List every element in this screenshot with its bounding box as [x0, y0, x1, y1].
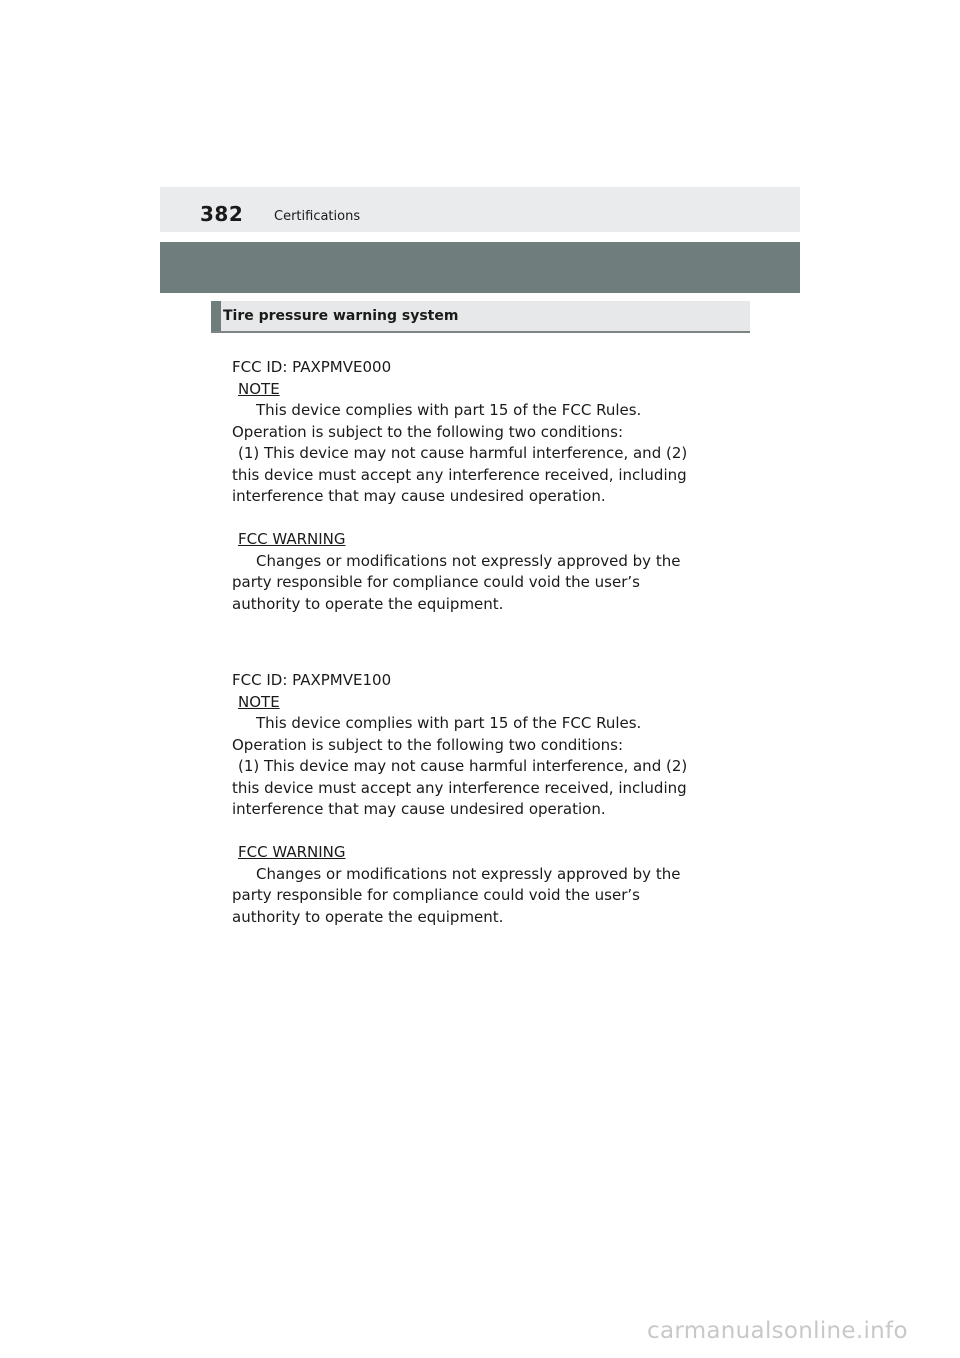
- warning-label: FCC WARNING: [238, 530, 346, 548]
- warning-label: FCC WARNING: [238, 843, 346, 861]
- note-label: NOTE: [238, 379, 280, 398]
- subsection-heading: [211, 301, 750, 333]
- warning-line: authority to operate the equipment.: [232, 907, 504, 926]
- note-line: interference that may cause undesired operation.: [232, 800, 606, 818]
- subsection-title: Tire pressure warning system: [223, 308, 459, 324]
- fcc-id: FCC ID: PAXPMVE000: [232, 358, 392, 376]
- note-line: (1) This device may not cause harmful interference, and (2): [238, 444, 688, 462]
- note-line: (1) This device may not cause harmful interference, and (2): [238, 757, 688, 775]
- note-line: This device complies with part 15 of the FCC Rules.: [256, 401, 642, 419]
- page-header-bar: [160, 187, 800, 232]
- note-line: Operation is subject to the following two conditions:: [232, 422, 624, 441]
- page-number: 382: [200, 202, 244, 226]
- section-title: Certifications: [274, 209, 361, 224]
- warning-line: authority to operate the equipment.: [232, 594, 504, 613]
- section-band: [160, 242, 800, 293]
- fcc-block-1: [232, 357, 732, 615]
- note-label: NOTE: [238, 692, 280, 711]
- site-watermark: carmanualsonline.info: [647, 1318, 908, 1344]
- note-line: interference that may cause undesired operation.: [232, 487, 606, 505]
- fcc-id: FCC ID: PAXPMVE100: [232, 671, 392, 689]
- warning-line: party responsible for compliance could void the user’s: [232, 886, 640, 904]
- note-line: Operation is subject to the following two conditions:: [232, 735, 624, 754]
- warning-line: Changes or modifications not expressly approved by the: [256, 551, 681, 570]
- heading-accent-bar: [211, 301, 221, 331]
- warning-line: Changes or modifications not expressly approved by the: [256, 864, 681, 883]
- note-line: This device complies with part 15 of the FCC Rules.: [256, 714, 642, 732]
- fcc-block-2: [232, 670, 732, 928]
- note-line: this device must accept any interference received, including: [232, 465, 687, 484]
- warning-line: party responsible for compliance could void the user’s: [232, 573, 640, 591]
- note-line: this device must accept any interference received, including: [232, 778, 687, 797]
